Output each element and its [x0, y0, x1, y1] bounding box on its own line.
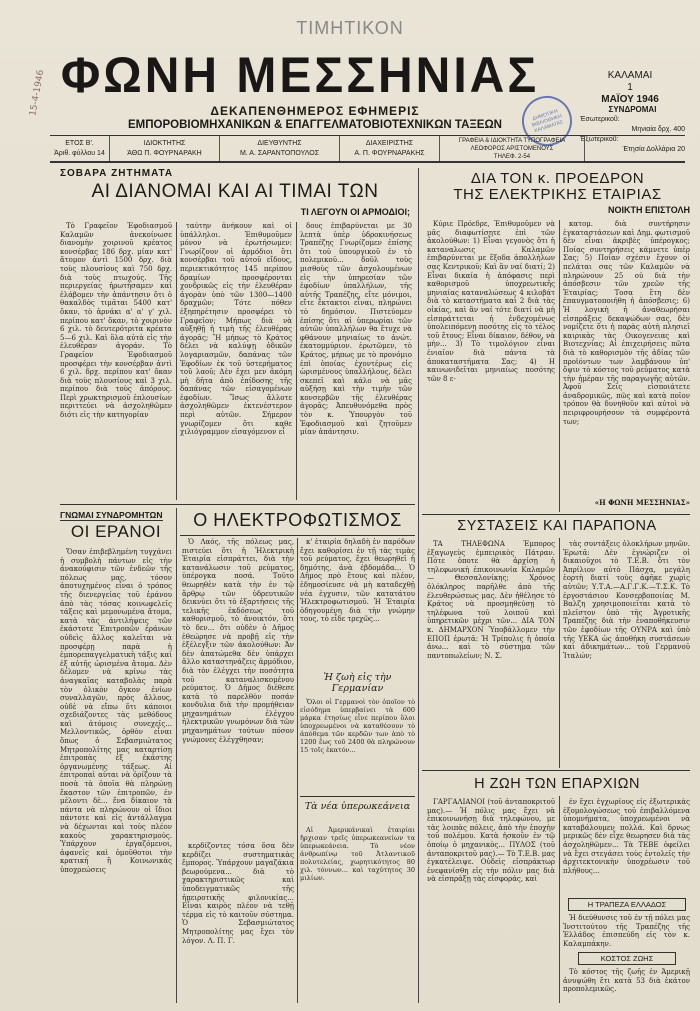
admin-label: ΔΙΑΧΕΙΡΙΣΤΗΣ: [365, 139, 414, 147]
lead-kicker: ΣΟΒΑΡΑ ΖΗΤΗΜΑΤΑ: [60, 168, 174, 179]
price-line: ΤΙΜΗΤΙΚΟΝ: [296, 18, 404, 38]
masthead-title: ΦΩΝΗ ΜΕΣΣΗΝΙΑΣ: [60, 47, 540, 104]
cost-of-living-text-body: Τὸ κόστος τῆς ζωῆς ἐν Ἀμερικῇ ἀνυψώθη ἔτι κατὰ 53 διὰ ἑκάτον προπολεμικῶς.: [563, 968, 690, 994]
letter-col-2-text: κατομ. διὰ συντήρησιν ἐγκαταστάσεων καὶ Δημ. φωτισμοῦ δὲν εἶναι ἀκριβὲς ὑπέρογκος; Ποίας συντηρήσεις κάμνετε ὑπὲρ Σας; 5) Ποίαν σχέσιν ἔχουν οἱ πελάται σας τῶν Καλαμῶν νὰ πληρώνουν 25 οὐ διὰ τὴν ἀπόσβεσιν τῶν χρεῶν τῆς Ἑταιρίας; Τοσα ἔτη δὲν ἐπαυγματοποιήθη ἡ ἀπόσβεσις; 6) Ἡ λογικὴ ἡ ἀναθεωρήσαι εἰσπράξεις δεκαψώδων σας, δὲν νομίζετε ὅτι ἡ παρὰς αὐτὴ πλησιεῖ καιρικὰς τὰς Οικογενειας καὶ Βιοτεχνίας; Αἱ ἐπιχειρήσεις πῶτα διὰ τὸ καθορισμὸν τῆς ἀδίας τῶν προϊόντων των λαμβάνουν ὑπ' ὄψιν τὸ κόστος τοῦ ρεύματος κατὰ τὴν ἡμέραν τῆς παραγωγῆς αὐτῶν. Ἀφοῦ Σεῖς εἰσποιάτετε ἀναδρομικῶς, πῶς καὶ κατὰ ποῖον τρόπον θὰ δυνηθοῦν καὶ αὐτοὶ νὰ πειριφρουρήσουν τὰ συμφέροντά των;: [563, 220, 690, 426]
syst-col-2: [563, 540, 690, 765]
zoi-col-2: [563, 798, 690, 893]
director-label: ΔΙΕΥΘΥΝΤΗΣ: [257, 139, 302, 147]
letter-deck: ΝΟΙΚΤΗ ΕΠΙΣΤΟΛΗ: [608, 205, 690, 215]
subs-interior-value: Μηνιαία δρχ. 400: [631, 126, 685, 133]
phone: ΤΗΛΕΦ. 2-54: [493, 153, 531, 160]
syst-col-1: [427, 540, 555, 765]
day: 1: [627, 82, 633, 93]
director-name: Μ. Α. ΣΑΡΑΝΤΟΠΟΥΛΟΣ: [239, 149, 320, 157]
lead-col-1-text: Τὸ Γραφεῖον Ἐφοδιασμοῦ Καλαμῶν ἀνεκοίνωσε διανομὴν χοιρινοῦ κρέατος κονσέρβας 186 δρχ. μίαν κατ' ἄτομον ἀντὶ 1500 δρχ. διὰ τοὺς πλουσίους καὶ 750 δρχ. διὰ τοὺς πτωχούς. Τῆς περιεργείας ἠρωτήσαμεν καὶ ἐλάβομεν τὴν ἀπάντησιν ὅτι ὁ θακαλδὸς τιμᾶται 5400 κατ' ὄκαν, τὸ ἀρνάκι α' α' γ' χιλ. περίπου κατ' ὄκαν, τὸ χοιρινὸν 6 χιλ. τὸ δευτερότριτα κρέατα 5—6 χιλ. Καὶ ὅλα αὐτὰ εἰς τὴν ἐλευθέραν ἀγοράν. Τὸ Γραφεῖον Ἐφοδιασμοῦ προσφέρει τὴν κονσέρβαν ἀντὶ 6 χιλ. δρχ. περίπου κατ' ὄκαν διὰ τοὺς πλουσίους καὶ 3 χιλ. περίπου διὰ τοὺς ἀπόρους. Περὶ χρωκτηρισμοῦ ἐπλουσίων περιττεύει νὰ ἀσχοληθῶμεν διότι εἰς τὴν κατηγορίαν: [60, 222, 172, 420]
rule: [422, 770, 690, 771]
germany-subhead: Ἡ ζωὴ εἰς τὴν Γερμανίαν: [323, 672, 392, 694]
owner-label: ΙΔΙΟΚΤΗΤΗΣ: [143, 139, 186, 147]
subs-exterior-value: Έτησία Δολλάρια 20: [622, 146, 685, 153]
library-stamp: ΔΗΜΟΤΙΚΗ ΒΙΒΛΙΟΘΗΚΗ ΚΑΛΑΜΑΤΑΣ: [515, 89, 578, 152]
lead-col-1: [60, 222, 172, 500]
divider: [176, 508, 177, 1003]
column-divider: [418, 168, 419, 1003]
year: ΕΤΟΣ Β'.: [65, 139, 94, 147]
letter-headline-2: ΤΗΣ ΕΛΕΚΤΡΙΚΗΣ ΕΤΑΙΡΙΑΣ: [453, 186, 662, 203]
rule: [60, 504, 415, 505]
syst-col-2-text: τὰς συντάξεις ὁλοκλήρων μηνῶν. Ἐρωτᾶ: Δὲν ἐγνώριζεν οἱ δικαιοῦχοι τὸ Τ.Ε.Β. ὅτι τὸν Ἀπρίλιον αὐτὸ Πάσχα, μεγάλη ἑορτὴ διατί τοὺς ἀφῆκε χωρὶς αὐτῶν; Υ.Τ.Α.—Α.Γ.Γ.Κ.—Τ.Σ.Κ. Τὸ ἐργοστάσιον Κονσερβοποιίας Μ. Βαλζη χρησιμοποιεῖται κατὰ τὸ πλεῖστον ὑπὸ τῆς Ἀγροτικῆς Τραπέζης διὰ τὴν ἐναποθήκευσιν τῶν ἐφοδίων τῆς ΟΥΝΡΑ καὶ ὑπὸ τῆς ΥΕΚΑ ὡς ἀποθήκη συστάσεων καὶ ἀδικημάτων... τοῦ Γερμανοῦ Ἰταλών;: [563, 540, 690, 660]
divider: [297, 538, 298, 1003]
city: ΚΑΛΑΜΑΙ: [607, 70, 653, 81]
divider: [296, 222, 297, 500]
date: ΜΑΪΟΥ 1946: [601, 94, 659, 105]
bank-text: [563, 914, 690, 948]
lead-col-3: [300, 222, 412, 500]
germany-text: [300, 698, 415, 788]
offices-cell: [440, 136, 585, 161]
subs-interior-label: Έσωτερικοῦ:: [580, 116, 620, 123]
bank-subhead: Η ΤΡΑΠΕΖΑ ΕΛΛΑΔΟΣ: [568, 898, 686, 911]
subs-exterior-label: Έξωτερικοῦ:: [580, 136, 619, 143]
electro-col-3-text: κερδίζοντες τόσα ὅσα δὲν κερδίζει συστηματικὰς ἔμπορος. Ὑπάρχουν μαγαζάκια βεωρούμενα... διὰ τὸ χαρακτηριστικῶς καὶ ὑποδειγματικῶς τῆς ἠπειροτικῆς φιλονικίας... Εἶναι καιρὸς πλέον νὰ τεθῇ τέρμα εἰς τὸ καιτοῦν σύστημα. Ὁ Σεβασμιώτατος Μητροπολίτης μας ἔχει τὸν λόγον. Λ. Π. Γ.: [182, 842, 294, 945]
divider: [559, 220, 560, 512]
letter-col-1: [427, 220, 555, 510]
lead-headline: ΑΙ ΔΙΑΝΟΜΑΙ ΚΑΙ ΑΙ ΤΙΜΑΙ ΤΩΝ: [91, 181, 379, 202]
letter-col-2: [563, 220, 690, 495]
subscriptions-heading: ΣΥΝΔΡΟΜΑΙ: [608, 105, 657, 114]
divider: [559, 796, 560, 1003]
admin-cell: [340, 136, 440, 161]
cost-of-living-text: [563, 968, 690, 1002]
electro-col-1-text: Ὁ Λαός, τῆς πόλεως μας, πιστεύει ὅτι ἡ Ἠλεκτρικὴ Ἑταιρία εἰσπράττει, διὰ τὴν κατανάλωσιν τοῦ ρεύματος, ὑπέρογκα ποσά. Τοῦτο θεωρηθὲν κατὰ τὴν ἐν τῷ ἄρθρῳ τῶν ὑδρευτικῶν δεικνύει ὅτι τὸ ἐξαρτήσεις τῆς τελικῆς ἐκδόσεως τοῦ καθορισμοῦ, τὸ ἀνοικτόν, ὅτι τὸ δεν... ὅτι οὐδὲν ὁ Δῆμος ἐθεώρησε νὰ προβῇ εἰς τὴν ἐξέλεγξιν τῶν ἀκολούθων: Ἀν δὲν ἀπατώμεθα δὲν ὑπάρχει ἄλλο καταστηνάζεις ἁρμόδιον, διὰ τὸν ἐλέγχει τὴν ποσότητα τοῦ καταναλισκομένου ρεύματος. Ὁ Δῆμος διέθεσε κατὰ τὸ παρελθὸν ποσάν κονδυλια διὰ τὴν προμήθειαν μηχανημάτων ἐλέγχου ἠλεκτρικῶν γνωμόνων διὰ τῶν μηχανημάτων τούτων πόσον γνώμονες ἐλέγχθησαν;: [182, 538, 294, 744]
info-bar: [50, 135, 685, 163]
zoi-col-2-text: ἐν ἔχει ἐγχωρίους εἰς ἐξωτερικὰς ἐξομολογώσεως τοῦ ἐπιβαλλόμενα ὑπομνήματα, ὑποχρεωμένοι νὰ καταβάλουμεν πολλά. Καὶ δρνως μερικῶς δὲν εἶχε θεωρησεν διὰ τὰς ἀσχοληθῶμεν... Τὰ ΤΕΒΕ ὀφείλει νὰ ἔχει στεγάσει τοὺς ἐντολεῖς τὴν ἀρχιτεκτονικὴν ὑποχρέωσιν τοῦ πλήθους...: [563, 798, 690, 875]
zoi-headline: Η ΖΩΗ ΤΩΝ ΕΠΑΡΧΙΩΝ: [474, 776, 640, 792]
nea-text: [300, 826, 415, 1002]
electro-col-2-text: κ' ἑταιρία δηλαδὴ ἐν παρόδων ἔχει καθορίσει ἐν τῇ τὰς τιμὰς τοῦ ρεύματος, ἔχει θεωρηθεῖ ἡ δημότης, ἀνὰ ἐβδομάδα... Ὁ Δῆμος πρὸ ἔτους καὶ πλέον, ἐδημοσίευσε νὰ μὴ καταδεχθῇ νέα ἐγχυσιν, τῶν κατατάτου Ἠλεκτροφωτισμοῦ. Ἡ Ἑταιρία ὁδηγουμένη διὰ τὴν γνώμην τους, τὸ εἶδε τρεχῶς...: [300, 538, 415, 624]
electro-col-1: [182, 538, 294, 838]
owner-name: ΆΘΩ Π. ΦΟΥΡΝΑΡΑΚΗ: [127, 149, 202, 157]
admin-name: Α. Π. ΦΟΥΡΝΑΡΑΚΗΣ: [354, 149, 425, 157]
bank-text-body: Ἡ διεύθυνσις τοῦ ἐν τῇ πόλει μας Ἰνστιτούτου τῆς Τραπέζης τῆς Ἑλλάδος ἐπισπεύδη εἰς τὸν κ. Καλαμπάκην.: [563, 914, 690, 948]
electro-col-2: [300, 538, 415, 668]
director-cell: [220, 136, 340, 161]
zoi-col-1: [427, 798, 555, 1003]
electro-headline: Ο ΗΛΕΚΤΡΟΦΩΤΙΣΜΟΣ: [180, 510, 415, 536]
issue-number: Ἀριθ. φύλλου 14: [54, 149, 105, 157]
gnomai-text: [60, 548, 172, 1000]
divider: [559, 538, 560, 768]
address: ΛΕΩΦΟΡΟΣ ΑΡΙΣΤΟΜΕΝΟΥΣ: [470, 145, 554, 152]
lead-col-3-text: δους ἐπιβαρύνεται με 30 λεπτὰ ὑπὲρ ὑδροκινήσεως Τραπέζης Γνωρίζομεν ἐπίσης ὅτι τοῦ ὑπουργικοῦ ἐν τὸ πολεμικοῦ... δοῦλ τοὺς μισθοὺς τῶν ἀσχολουμένων εἰς τὴν ὑπηρεσίαν τῶν ἐφοδίων ὑπαλλήλων, τῆς αὐτῆς Τραπέζης, εἴτε μόνιμοι, εἴτε ἔκτακτοι εἶναι, πληρώνει τὸ δημόσιον. Πιστεύομεν ἐπίσης ὅτι αἱ ὑπερωρίαι τῶν αὐτῶν ὑπαλλήλων θα ἔτυχε νὰ φθάνουν μηνιαίως το ἀνώτ. ἐκατομμύριον. ἐρωτῶμεν, τὸ Κράτος, μήπως με τὸ προνόμιο ἐπὶ ὁποίας ἐχοντέρως εἰς ὡρισμένους ὑπαλλήλους, δέλει σκεπεῖ καὶ κάλο νὰ μᾶς αὐξήσῃ καὶ τὴν τιμὴν τῶν κονσερβῶν τῆς ἐλευθέρας ἀγορᾶς; Ἀπευθυνόμεθα πρὸς τὸν κ. Ὑπουργὸν τοῦ Ἐφοδιασμοῦ καὶ ζητοῦμεν μίαν ἀπάντησιν.: [300, 222, 412, 437]
subtitle: ΔΕΚΑΠΕΝΘΗΜΕΡΟΣ ΕΦΗΜΕΡΙΣ: [210, 104, 420, 118]
cost-of-living-subhead: ΚΟΣΤΟΣ ΖΩΗΣ: [578, 952, 676, 965]
nea-text-body: Αἱ Ἀμερικάνικαὶ ἑταιρίαι ἤρχισαν τρεῖς ὑπερωκεανείων τα ὑπερωκεάνεια. Τὸ νέον ἀνθρωπίνῳ τοῦ Ἀτλαντικοῦ πολυτελείας, χωρητικότητος 80 χιλ. τόννων... καὶ ταχύτητος 30 μιλίων.: [300, 826, 415, 882]
lead-deck: ΤΙ ΛΕΓΟΥΝ ΟΙ ΑΡΜΟΔΙΟΙ;: [300, 207, 410, 217]
germany-text-body: Ὅλοι οἱ Γερμανοὶ τὸν ὁποῖον τὸ εἰσόδημα ὑπερβαίνει τὰ 600 μάρκα ἐτησίως εἶνε περίπου ὅλοι ὑποχρεωμένοι νὰ καταθέσουν τὸ ἀπόθεμα τῶν κερδῶν των ἀπὸ τὸ 1200 ἕως τοῦ 2400 θὰ πληρώνουν 15 τοῖς ἑκατόν...: [300, 698, 415, 754]
handwritten-note: 15-4-1946: [28, 69, 47, 117]
letter-col-1-text: Κύριε Πρόεδρε, Ἐπιθυμοῦμεν νὰ μᾶς διαφωτίσητε ἐπὶ τῶν ἀκολούθων: 1) Εἶναι γεγονὸς ὅτι ἡ καταναλωσις Καλαμῶν ἐπιβαρύνεται με ἔξοδα ἀπολλήλων σας Κεντρικοῦ; Καὶ ἂν ναί διατί; 2) Εἶναι δικαία ἡ ἀπόφασις περὶ καθορισμοῦ ὑποχρεωτικῆς μηνιαίας καταναλώσεως 4 κιλοβάτ διὰ τὸ καταστήματα καὶ 2 διὰ τὰς οἰκίας, καὶ ἂν ναί τότε διατί νὰ μὴ εἰσπράττεται ἡ ἐνδεχομένως ὑπολειπόμενη ποσότης εἰς τὸ τέλος τοῦ ἔτους; Εἶναι δίκαιον, δέθον, νὰ μὴν... 3) Τὸ τιμολόγιον εἶναι ἐνιαῖον διὰ πάντα τὰ ἀποκαταστήματα Σας; 4) Η καινωνιδεῖται μηνιαίως ποσότης τῶν 8 ε-: [427, 220, 555, 383]
syst-col-1-text: ΤΑ ΤΗΛΕΦΩΝΑ Ἐμπορος ἐξαγωγεὺς ἐμπειρικὸς Πάτραν. Πότε ὁποτε θὰ ἀρχίσῃ ἡ τηλεφωνικὴ ἐπικοινωνία Καλαμῶν — Θεσσαλονίκης; Χρόνος ὁλόκληρος παρῆλθε ἀπὸ τῆς ἐλευθερώσεως μας. Δὲν ἠθέλησε τὸ Κράτος νὰ προσμηθεύσῃ τὸ τηλέφωνα τοῦ λοιποῦ καὶ ὑπηρετικῶν μέχρι τῶν... ΔΙΑ ΤΟΝ κ. ΔΗΜΑΡΧΟΝ Ὑποβάλλομεν τὴν ΕΠΟΠ ἐρωτᾶ: Ἡ Τρίπολις ἡ ὁποία ἀνω... καὶ τὸ σύστημα τῶν παντοπωλείων; Ν. Σ.: [427, 540, 555, 660]
nea-headline: Τὰ νέα ὑπερωκεάνεια: [300, 796, 415, 812]
dateline: [575, 70, 685, 106]
lead-col-2-text: ταύτην ἀνήκουν καὶ οἱ ὑπάλληλοι. Ἐπιθυμοῦμεν μόνον νὰ ἐρωτήσωμεν: Γνωρίζουν οἱ ἁρμόδιοι ὅτι κονσέρβαι τοῦ αὐτοῦ εἴδους, περιεκτικότητος 145 περίπου δραμίων προσφέρονται χονδρικῶς εἰς τὴν ἐλευθέραν ἀγορὰν ὑπὸ τῶν 1300—1400 δραχμῶν; Τότε πόθεν ἐξηπηρέτησιν προσφέρει τὸ Γραφεῖον; Μήπως διὰ νὰ αὐξηθῇ ἡ τιμὴ τῆς ἐλευθέρας ἀγορᾶς; Ἢ μήπως τὸ Κράτος δέλει νὰ καλύψῃ ὁδικῶν λογαριασμῶν, δαπάνας τῶν Ἐφοδίων ἐκ τοῦ ὑστερήματος τοῦ λαοῦ; Δὲν ἔχει μεν ἀκόμη μὴ δῆτα ἀπὸ ἐπίδοσης τῆς δαπάνας τῶν εἰσαγομένων ἐφοδίων. Ἴσως ἄλλοτε ἀσχοληθῶμεν ἐκτενέστερον περὶ αὐτῶν. Σήμερον γνωρίζομεν ὅτι καθε χιλιόγραμμον εἰσαγόμενον εἶ: [180, 222, 292, 437]
year-issue-cell: [50, 136, 110, 161]
zoi-col-1-text: ΓΑΡΓΑΛΙΑΝΟΙ (τοῦ ἀνταποκριτοῦ μας).— Ἡ πόλις μας ἔχει νὰ ἐπικοινωνήσῃ διὰ τηλεφώνου, με τὰς λοιπὰς πόλεις, ἀπὸ τὴν ἐποχὴν τοῦ πολέμου. Κατὰ ἠσκοῦν ἐν τῷ ὁποίῳ ὁ μηχανικὸς... ΠΥΛΟΣ (τοῦ ἀνταποκριτοῦ μας).— Τὸ Τ.Ε.Β. μας ἐγκατέλειψε. Οὐδεὶς εἰσπράκτωρ ἐνεφανίσθη εἰς τὴν πόλιν μας διὰ νὰ εἰσπράξῃ τὰς εἰσφοράς, καὶ: [427, 798, 555, 884]
info-bar-spacer: [585, 136, 685, 161]
offices: ΓΡΑΦΕΙΑ & ΙΔΙΟΚΤΗΤΑ ΤΥΠΟΓΡΑΦΕΙΑ: [458, 137, 566, 144]
owner-cell: [110, 136, 220, 161]
lead-col-2: [180, 222, 292, 500]
syst-headline: ΣΥΣΤΑΣΕΙΣ ΚΑΙ ΠΑΡΑΠΟΝΑ: [457, 518, 657, 534]
divider: [176, 222, 177, 500]
gnomai-headline: ΟΙ ΕΡΑΝΟΙ: [70, 522, 162, 541]
rule: [422, 514, 690, 515]
gnomai-kicker: ΓΝΩΜΑΙ ΣΥΝΔΡΟΜΗΤΩΝ: [60, 510, 163, 520]
gnomai-text-body: Ὅσαν ἐπιβεβλημένη τυγχάνει ἡ συμβολὴ πάντων εἰς τὴν ἀνακούφισιν τῶν ἐνδεῶν τῆς πόλεως μας, τόσον ἀποτυχημένος εἶναι ὁ τρόπος τῆς διενεργείας τοῦ ἐράνου ἀπὸ τὰς τόσας κοινωφελεῖς τάξεις καὶ μεμονωμένα ἄτομα, κατὰ τὰς ἀντιλήψεις τῶν ἐκάστοτε Ἐπιτροπῶν ἐράνων οὐδεὶς ἄλλος καλεῖται νὰ προσφέρῃ παρὰ ἡ ἐμπορεπαγγελματικὴ τάξις καὶ ἐξ αὐτῆς ὡρισμένα ἄτομα. Δὲν δέλομεν νὰ κρίνω τὰς ἀναγκαῖας καταβολὰς παρὰ τὸν ὀλικὸν ὄγκον ἐνίων συναλλαγῶν, πρὸς ἄλλους, οὐδὲ νὰ εἴπω ὅτι κάποιοι σχεδιάζοντες τὰς μεθόδους καὶ ἀτόμοις συνεχεῖς... Μελλοντικῶς, ὀρθὸν εἶναι ὅπως ὁ Σεβασμιώτατος Μητροπολίτης μας καταρτίσῃ ἐπιτροπὰς ἐξ ἐκάστης ὀργανωμένης τάξεως. Αἱ ἐπιτροπαὶ αὐται νὰ ὁρίζουν τὰ ποσὰ τὰ ὁποῖα θὰ πληρώνῃ ἕκαστον τῶν ἐπιτροπῶν, ἐν μέλοντι δὲ... ἕνα δίκαιον τὰ πάντα νὰ πληρώνουν οἱ ἴδιοι πάντοτε καὶ εἰς ἀντάλλαγμα νὰ δέχωνται καὶ τοὺς πλέον κακοὺς χαρακτηρισμούς. Ὑπάρχουν ἐργαζόμενοι, ἀφανεῖς καὶ ὁμοῦθοτοι τὴν κρατικὴ ἢ Κοινωνικὰς ὑποχρεώσεις: [60, 548, 172, 874]
electro-col-3: [182, 842, 294, 1002]
letter-signature: «Η ΦΩΝΗ ΜΕΣΣΗΝΙΑΣ»: [594, 498, 690, 507]
letter-headline-1: ΔΙΑ ΤΟΝ κ. ΠΡΟΕΔΡΟΝ: [470, 170, 645, 187]
subtitle-classes: ΕΜΠΟΡΟΒΙΟΜΗΧΑΝΙΚΩΝ & ΕΠΑΓΓΕΛΜΑΤΟΒΙΟΤΕΧΝΙΚΩΝ ΤΑΞΕΩΝ: [128, 119, 502, 131]
